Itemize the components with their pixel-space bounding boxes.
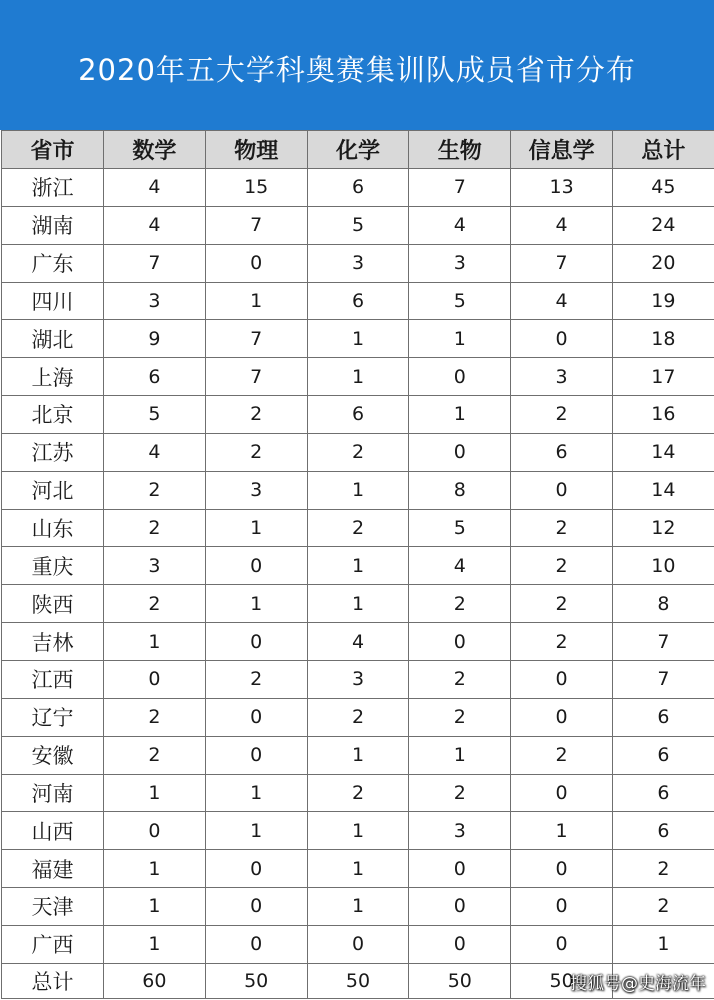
total-math: 60 <box>104 963 206 998</box>
cell-biology: 2 <box>409 774 511 812</box>
cell-math: 0 <box>104 812 206 850</box>
cell-informatics: 0 <box>511 850 613 888</box>
row-province: 上海 <box>2 358 104 396</box>
cell-total: 2 <box>612 888 714 926</box>
table-row <box>2 396 714 434</box>
row-province: 福建 <box>2 850 104 888</box>
cell-physics: 7 <box>205 206 307 244</box>
cell-chemistry: 1 <box>307 358 409 396</box>
cell-biology: 7 <box>409 169 511 207</box>
cell-chemistry: 1 <box>307 850 409 888</box>
cell-total: 2 <box>612 850 714 888</box>
cell-biology: 5 <box>409 509 511 547</box>
cell-biology: 3 <box>409 812 511 850</box>
cell-biology: 5 <box>409 282 511 320</box>
cell-math: 6 <box>104 358 206 396</box>
cell-informatics: 4 <box>511 206 613 244</box>
cell-physics: 1 <box>205 812 307 850</box>
cell-informatics: 2 <box>511 396 613 434</box>
cell-chemistry: 2 <box>307 433 409 471</box>
cell-informatics: 7 <box>511 244 613 282</box>
cell-informatics: 13 <box>511 169 613 207</box>
page-title: 2020年五大学科奥赛集训队成员省市分布 <box>78 52 636 87</box>
cell-total: 10 <box>612 547 714 585</box>
cell-chemistry: 1 <box>307 888 409 926</box>
cell-physics: 2 <box>205 433 307 471</box>
table-row <box>2 585 714 623</box>
cell-math: 1 <box>104 925 206 963</box>
row-province: 四川 <box>2 282 104 320</box>
watermark: 搜狐号@史海流年 <box>570 974 706 994</box>
table-row <box>2 850 714 888</box>
cell-physics: 1 <box>205 585 307 623</box>
cell-chemistry: 6 <box>307 396 409 434</box>
cell-biology: 0 <box>409 358 511 396</box>
table-row <box>2 244 714 282</box>
cell-chemistry: 2 <box>307 509 409 547</box>
table-row <box>2 358 714 396</box>
header-row <box>2 131 714 169</box>
cell-chemistry: 2 <box>307 774 409 812</box>
cell-physics: 1 <box>205 509 307 547</box>
row-province: 吉林 <box>2 623 104 661</box>
cell-physics: 0 <box>205 244 307 282</box>
cell-chemistry: 1 <box>307 736 409 774</box>
cell-physics: 1 <box>205 282 307 320</box>
cell-chemistry: 1 <box>307 585 409 623</box>
column-header-math: 数学 <box>104 131 206 169</box>
cell-informatics: 2 <box>511 509 613 547</box>
cell-chemistry: 6 <box>307 169 409 207</box>
cell-biology: 4 <box>409 206 511 244</box>
table-row <box>2 282 714 320</box>
cell-chemistry: 3 <box>307 244 409 282</box>
cell-biology: 0 <box>409 850 511 888</box>
cell-total: 1 <box>612 925 714 963</box>
cell-physics: 2 <box>205 396 307 434</box>
row-province: 天津 <box>2 888 104 926</box>
cell-total: 18 <box>612 320 714 358</box>
cell-chemistry: 5 <box>307 206 409 244</box>
table-row <box>2 698 714 736</box>
cell-biology: 0 <box>409 888 511 926</box>
cell-chemistry: 3 <box>307 660 409 698</box>
row-province: 河南 <box>2 774 104 812</box>
cell-physics: 3 <box>205 471 307 509</box>
cell-chemistry: 1 <box>307 471 409 509</box>
cell-total: 45 <box>612 169 714 207</box>
table-row <box>2 736 714 774</box>
cell-math: 2 <box>104 736 206 774</box>
cell-total: 17 <box>612 358 714 396</box>
cell-chemistry: 1 <box>307 320 409 358</box>
cell-physics: 0 <box>205 850 307 888</box>
cell-biology: 0 <box>409 925 511 963</box>
table-row <box>2 206 714 244</box>
cell-total: 20 <box>612 244 714 282</box>
cell-informatics: 2 <box>511 623 613 661</box>
cell-biology: 2 <box>409 585 511 623</box>
cell-total: 12 <box>612 509 714 547</box>
row-province: 河北 <box>2 471 104 509</box>
table-row <box>2 320 714 358</box>
cell-biology: 8 <box>409 471 511 509</box>
table-row <box>2 623 714 661</box>
table-row <box>2 547 714 585</box>
cell-total: 14 <box>612 471 714 509</box>
cell-physics: 1 <box>205 774 307 812</box>
cell-math: 5 <box>104 396 206 434</box>
row-province: 江苏 <box>2 433 104 471</box>
table-row <box>2 169 714 207</box>
cell-math: 3 <box>104 547 206 585</box>
totals-label: 总计 <box>2 963 104 998</box>
cell-math: 2 <box>104 471 206 509</box>
cell-total: 24 <box>612 206 714 244</box>
cell-biology: 3 <box>409 244 511 282</box>
cell-total: 8 <box>612 585 714 623</box>
cell-total: 6 <box>612 774 714 812</box>
cell-chemistry: 4 <box>307 623 409 661</box>
cell-math: 7 <box>104 244 206 282</box>
row-province: 安徽 <box>2 736 104 774</box>
total-chemistry: 50 <box>307 963 409 998</box>
cell-math: 4 <box>104 206 206 244</box>
table-row <box>2 812 714 850</box>
table-row <box>2 433 714 471</box>
row-province: 江西 <box>2 660 104 698</box>
total-physics: 50 <box>205 963 307 998</box>
table-row <box>2 888 714 926</box>
cell-physics: 0 <box>205 736 307 774</box>
cell-math: 1 <box>104 850 206 888</box>
cell-total: 19 <box>612 282 714 320</box>
cell-chemistry: 0 <box>307 925 409 963</box>
cell-math: 4 <box>104 169 206 207</box>
distribution-table <box>1 130 714 999</box>
cell-total: 7 <box>612 660 714 698</box>
cell-math: 2 <box>104 585 206 623</box>
cell-biology: 0 <box>409 623 511 661</box>
cell-chemistry: 2 <box>307 698 409 736</box>
column-header-physics: 物理 <box>205 131 307 169</box>
cell-informatics: 2 <box>511 736 613 774</box>
cell-biology: 1 <box>409 736 511 774</box>
cell-informatics: 6 <box>511 433 613 471</box>
cell-biology: 2 <box>409 660 511 698</box>
row-province: 北京 <box>2 396 104 434</box>
cell-informatics: 0 <box>511 471 613 509</box>
cell-total: 14 <box>612 433 714 471</box>
cell-physics: 7 <box>205 358 307 396</box>
cell-informatics: 2 <box>511 547 613 585</box>
column-header-total: 总计 <box>612 131 714 169</box>
cell-math: 1 <box>104 623 206 661</box>
cell-biology: 1 <box>409 396 511 434</box>
row-province: 山西 <box>2 812 104 850</box>
cell-physics: 0 <box>205 925 307 963</box>
cell-physics: 7 <box>205 320 307 358</box>
row-province: 陕西 <box>2 585 104 623</box>
cell-math: 3 <box>104 282 206 320</box>
row-province: 广西 <box>2 925 104 963</box>
table-row <box>2 509 714 547</box>
cell-informatics: 0 <box>511 888 613 926</box>
column-header-biology: 生物 <box>409 131 511 169</box>
row-province: 辽宁 <box>2 698 104 736</box>
cell-informatics: 2 <box>511 585 613 623</box>
cell-biology: 2 <box>409 698 511 736</box>
cell-informatics: 1 <box>511 812 613 850</box>
cell-biology: 0 <box>409 433 511 471</box>
cell-math: 0 <box>104 660 206 698</box>
total-biology: 50 <box>409 963 511 998</box>
cell-physics: 15 <box>205 169 307 207</box>
table-row <box>2 774 714 812</box>
total-informatics: 50 <box>511 963 613 998</box>
cell-informatics: 4 <box>511 282 613 320</box>
title-banner <box>0 0 714 130</box>
cell-total: 6 <box>612 812 714 850</box>
cell-physics: 2 <box>205 660 307 698</box>
cell-chemistry: 1 <box>307 812 409 850</box>
table-row <box>2 660 714 698</box>
cell-informatics: 0 <box>511 925 613 963</box>
cell-total: 16 <box>612 396 714 434</box>
cell-math: 9 <box>104 320 206 358</box>
row-province: 广东 <box>2 244 104 282</box>
column-header-province: 省市 <box>2 131 104 169</box>
cell-physics: 0 <box>205 888 307 926</box>
cell-total: 6 <box>612 736 714 774</box>
cell-biology: 1 <box>409 320 511 358</box>
cell-informatics: 0 <box>511 660 613 698</box>
cell-physics: 0 <box>205 623 307 661</box>
cell-informatics: 0 <box>511 698 613 736</box>
cell-informatics: 0 <box>511 774 613 812</box>
row-province: 浙江 <box>2 169 104 207</box>
cell-total: 6 <box>612 698 714 736</box>
cell-informatics: 0 <box>511 320 613 358</box>
cell-physics: 0 <box>205 547 307 585</box>
cell-chemistry: 6 <box>307 282 409 320</box>
table-row <box>2 471 714 509</box>
cell-math: 2 <box>104 509 206 547</box>
cell-chemistry: 1 <box>307 547 409 585</box>
row-province: 湖南 <box>2 206 104 244</box>
column-header-informatics: 信息学 <box>511 131 613 169</box>
cell-informatics: 3 <box>511 358 613 396</box>
cell-math: 2 <box>104 698 206 736</box>
column-header-chemistry: 化学 <box>307 131 409 169</box>
row-province: 重庆 <box>2 547 104 585</box>
cell-biology: 4 <box>409 547 511 585</box>
cell-math: 4 <box>104 433 206 471</box>
cell-math: 1 <box>104 888 206 926</box>
cell-math: 1 <box>104 774 206 812</box>
row-province: 山东 <box>2 509 104 547</box>
cell-physics: 0 <box>205 698 307 736</box>
table-row <box>2 925 714 963</box>
row-province: 湖北 <box>2 320 104 358</box>
cell-total: 7 <box>612 623 714 661</box>
